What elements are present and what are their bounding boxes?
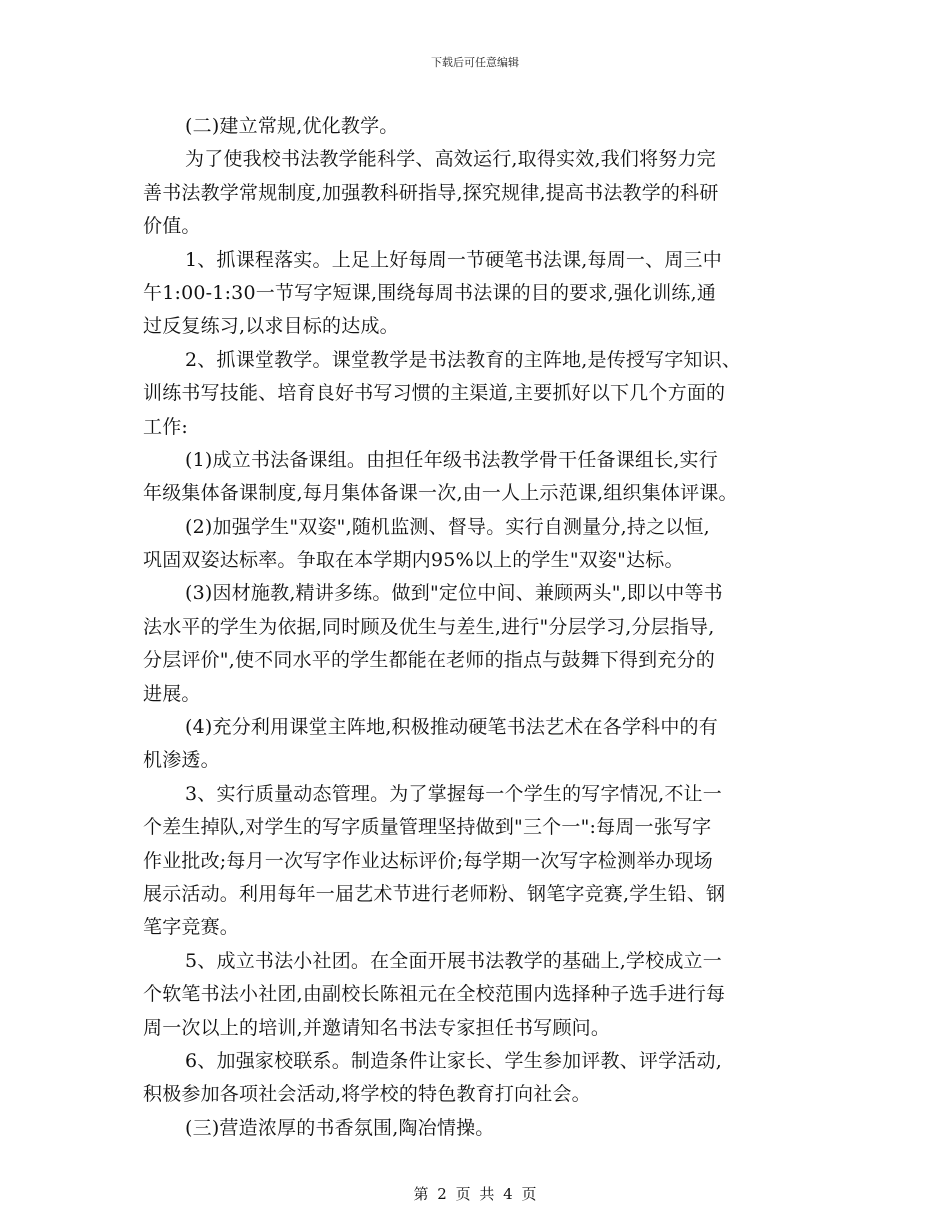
paragraph-line: 笔字竞赛。 — [143, 916, 240, 939]
paragraph-line: 为了使我校书法教学能科学、高效运行,取得实效,我们将努力完 — [185, 148, 716, 171]
paragraph-line: 5、成立书法小社团。在全面开展书法教学的基础上,学校成立一 — [185, 949, 722, 972]
paragraph-line: (4)充分利用课堂主阵地,积极推动硬笔书法艺术在各学科中的有 — [185, 716, 718, 739]
paragraph-line: 法水平的学生为依据,同时顾及优生与差生,进行"分层学习,分层指导, — [143, 615, 715, 638]
paragraph-line: 善书法教学常规制度,加强教科研指导,探究规律,提高书法教学的科研 — [143, 181, 719, 204]
paragraph-line: 价值。 — [143, 215, 201, 238]
paragraph-line: 训练书写技能、培育良好书写习惯的主渠道,主要抓好以下几个方面的 — [143, 382, 726, 405]
paragraph-line: 6、加强家校联系。制造条件让家长、学生参加评教、评学活动, — [185, 1049, 722, 1072]
page-header: 下载后可任意编辑 — [431, 56, 519, 69]
paragraph-line: 午1:00-1:30一节写字短课,围绕每周书法课的目的要求,强化训练,通 — [143, 281, 717, 304]
paragraph-line: 2、抓课堂教学。课堂教学是书法教育的主阵地,是传授写字知识、 — [185, 348, 742, 371]
paragraph-line: 个差生掉队,对学生的写字质量管理坚持做到"三个一":每周一张写字 — [143, 816, 712, 839]
paragraph-line: 3、实行质量动态管理。为了掌握每一个学生的写字情况,不让一 — [185, 782, 722, 805]
section-heading: (三)营造浓厚的书香氛围,陶冶情操。 — [185, 1116, 495, 1139]
page-number: 第 2 页 共 4 页 — [413, 1185, 537, 1203]
paragraph-line: 巩固双姿达标率。争取在本学期内95%以上的学生"双姿"达标。 — [143, 549, 684, 572]
paragraph-line: 过反复练习,以求目标的达成。 — [143, 315, 399, 338]
paragraph-line: 周一次以上的培训,并邀请知名书法专家担任书写顾问。 — [143, 1016, 611, 1039]
paragraph-line: (2)加强学生"双姿",随机监测、督导。实行自测量分,持之以恒, — [185, 515, 710, 538]
paragraph-line: 个软笔书法小社团,由副校长陈祖元在全校范围内选择种子选手进行每 — [143, 983, 726, 1006]
paragraph-line: 年级集体备课制度,每月集体备课一次,由一人上示范课,组织集体评课。 — [143, 482, 738, 505]
paragraph-line: 1、抓课程落实。上足上好每周一节硬笔书法课,每周一、周三中 — [185, 248, 722, 271]
paragraph-line: 进展。 — [143, 682, 201, 705]
paragraph-line: 机渗透。 — [143, 749, 220, 772]
paragraph-line: 作业批改;每月一次写字作业达标评价;每学期一次写字检测举办现场 — [143, 849, 714, 872]
paragraph-line: 分层评价",使不同水平的学生都能在老师的指点与鼓舞下得到充分的 — [143, 649, 715, 672]
paragraph-line: (1)成立书法备课组。由担任年级书法教学骨干任备课组长,实行 — [185, 448, 718, 471]
section-heading: (二)建立常规,优化教学。 — [185, 115, 399, 137]
paragraph-line: (3)因材施教,精讲多练。做到"定位中间、兼顾两头",即以中等书 — [185, 582, 723, 605]
paragraph-line: 展示活动。利用每年一届艺术节进行老师粉、钢笔字竞赛,学生铅、钢 — [143, 882, 726, 905]
paragraph-line: 积极参加各项社会活动,将学校的特色教育打向社会。 — [143, 1083, 591, 1106]
document-body — [143, 110, 823, 1145]
paragraph-line: 工作: — [143, 415, 189, 438]
